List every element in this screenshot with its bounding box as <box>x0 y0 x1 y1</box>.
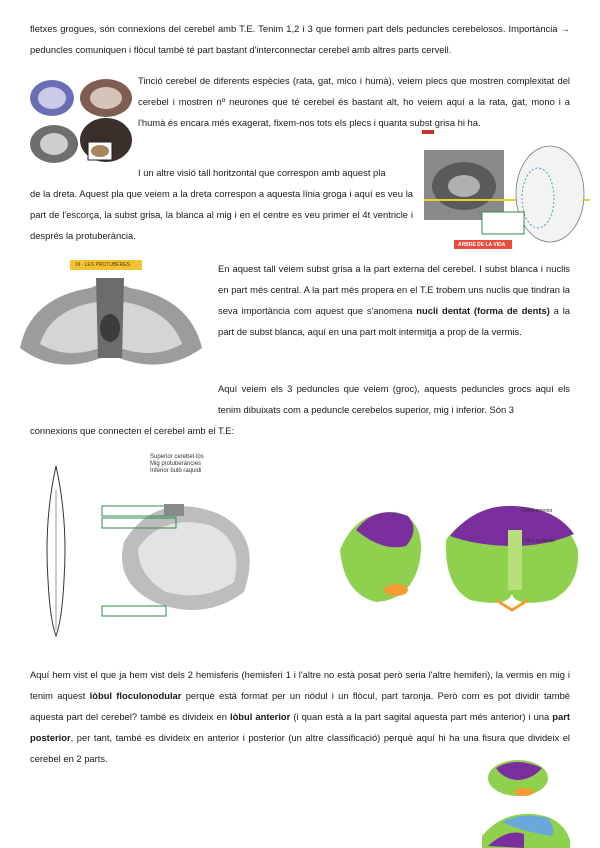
horizontal-section-figure <box>420 128 590 252</box>
peduncle-sketch-figure <box>26 460 86 642</box>
bottom-lobes-image <box>452 756 592 848</box>
horizontal-section-image <box>420 128 590 252</box>
lobul-anterior-label: Lòbul anterior <box>522 508 553 514</box>
paragraph-horizontal-a: I un altre visió tall horitzontal que correspon amb aquest pla <box>138 167 386 178</box>
peduncle-diagram-image <box>94 452 284 644</box>
paragraph-horizontal-b: de la dreta. Aquest pla que veiem a la dreta correspon a aquesta línia groga i aquí es veu la part de l'escorça, la subst grisa, la blanca al mig i en el centre es veu primer el 4t ventricle i després la protuberància. <box>30 188 413 241</box>
paragraph-dentate: En aquest tall veiem subst grisa a la part externa del cerebel. I subst blanca i nuclis en part més central. A la part més propera en el T.E trobem uns nuclis que tindran la seva importància com aquest que s'anomena nucli dentat (forma de dents) a la part de subst blanca, aquí en una part molt intermitja a prop de la vermis. <box>218 263 570 337</box>
cerebellum-stains-image <box>26 76 138 168</box>
cerebellum-cut-image <box>10 258 210 380</box>
cerebellum-cut-figure <box>10 258 210 380</box>
section-title-label: III · LES PROTUBÈRES <box>76 262 130 268</box>
peduncles-header-label: Superior cerebel·lós Mig protuberàncies Inferior bulb raquidi <box>150 454 204 474</box>
paragraph-peduncles: fletxes grogues, són connexions del cerebel amb T.E. Tenim 1,2 i 3 que formen part dels peduncles cerebelosos. Importància → peduncles comuniquen i flòcul també té part bastant d'interconnectar cerebel amb altres parts cervell. <box>30 23 570 55</box>
paragraph-peduncles-three-b: connexions que connecten el cerebel amb el T.E: <box>30 425 235 436</box>
bottom-lobes-figure <box>452 756 592 848</box>
staining-figure <box>26 76 138 168</box>
arbre-label: ARBRE DE LA VIDA <box>458 242 506 248</box>
peduncle-sketch-image <box>26 460 86 642</box>
lobul-posterior-label: Lòbul posterior <box>522 538 556 544</box>
peduncle-diagram-figure <box>94 452 284 644</box>
lobes-figure <box>316 490 586 618</box>
paragraph-staining: Tinció cerebel de diferents espècies (rata, gat, mico i humà), veiem plecs que mostren complexitat del cerebel i mostren nº neurones que té cerebel és bastant alt, ho veiem aquí a la rata, gat, mono i a l'humà és encara més exagerat, fixem-nos tots els plecs i quanta subst grisa hi ha. <box>138 75 570 128</box>
paragraph-peduncles-three-a: Aquí veiem els 3 peduncles que veiem (groc), aquests peduncles grocs aquí els tenim dibuixats com a peduncle cerebelos superior, mig i inferior. Són 3 <box>218 383 570 415</box>
paragraph-lobes: Aquí hem vist el que ja hem vist dels 2 hemisferis (hemisferi 1 i l'altre no està posat però seria l'altre hemiferi), la vermis en mig i tenim aquest lòbul floculonodular perquè està format per un nòdul i un flòcul, part taronja. Però com es pot dividir també aquesta part del cerebel? també es divideix en lòbul anterior (i quan està a la part sagital aquesta part més anterior) i una part posterior, per tant, també es divideix en anterior i posterior (un altre classificació) perquè aquí hi ha una fisura que divideix el cerebel en 2 parts. <box>30 669 571 764</box>
